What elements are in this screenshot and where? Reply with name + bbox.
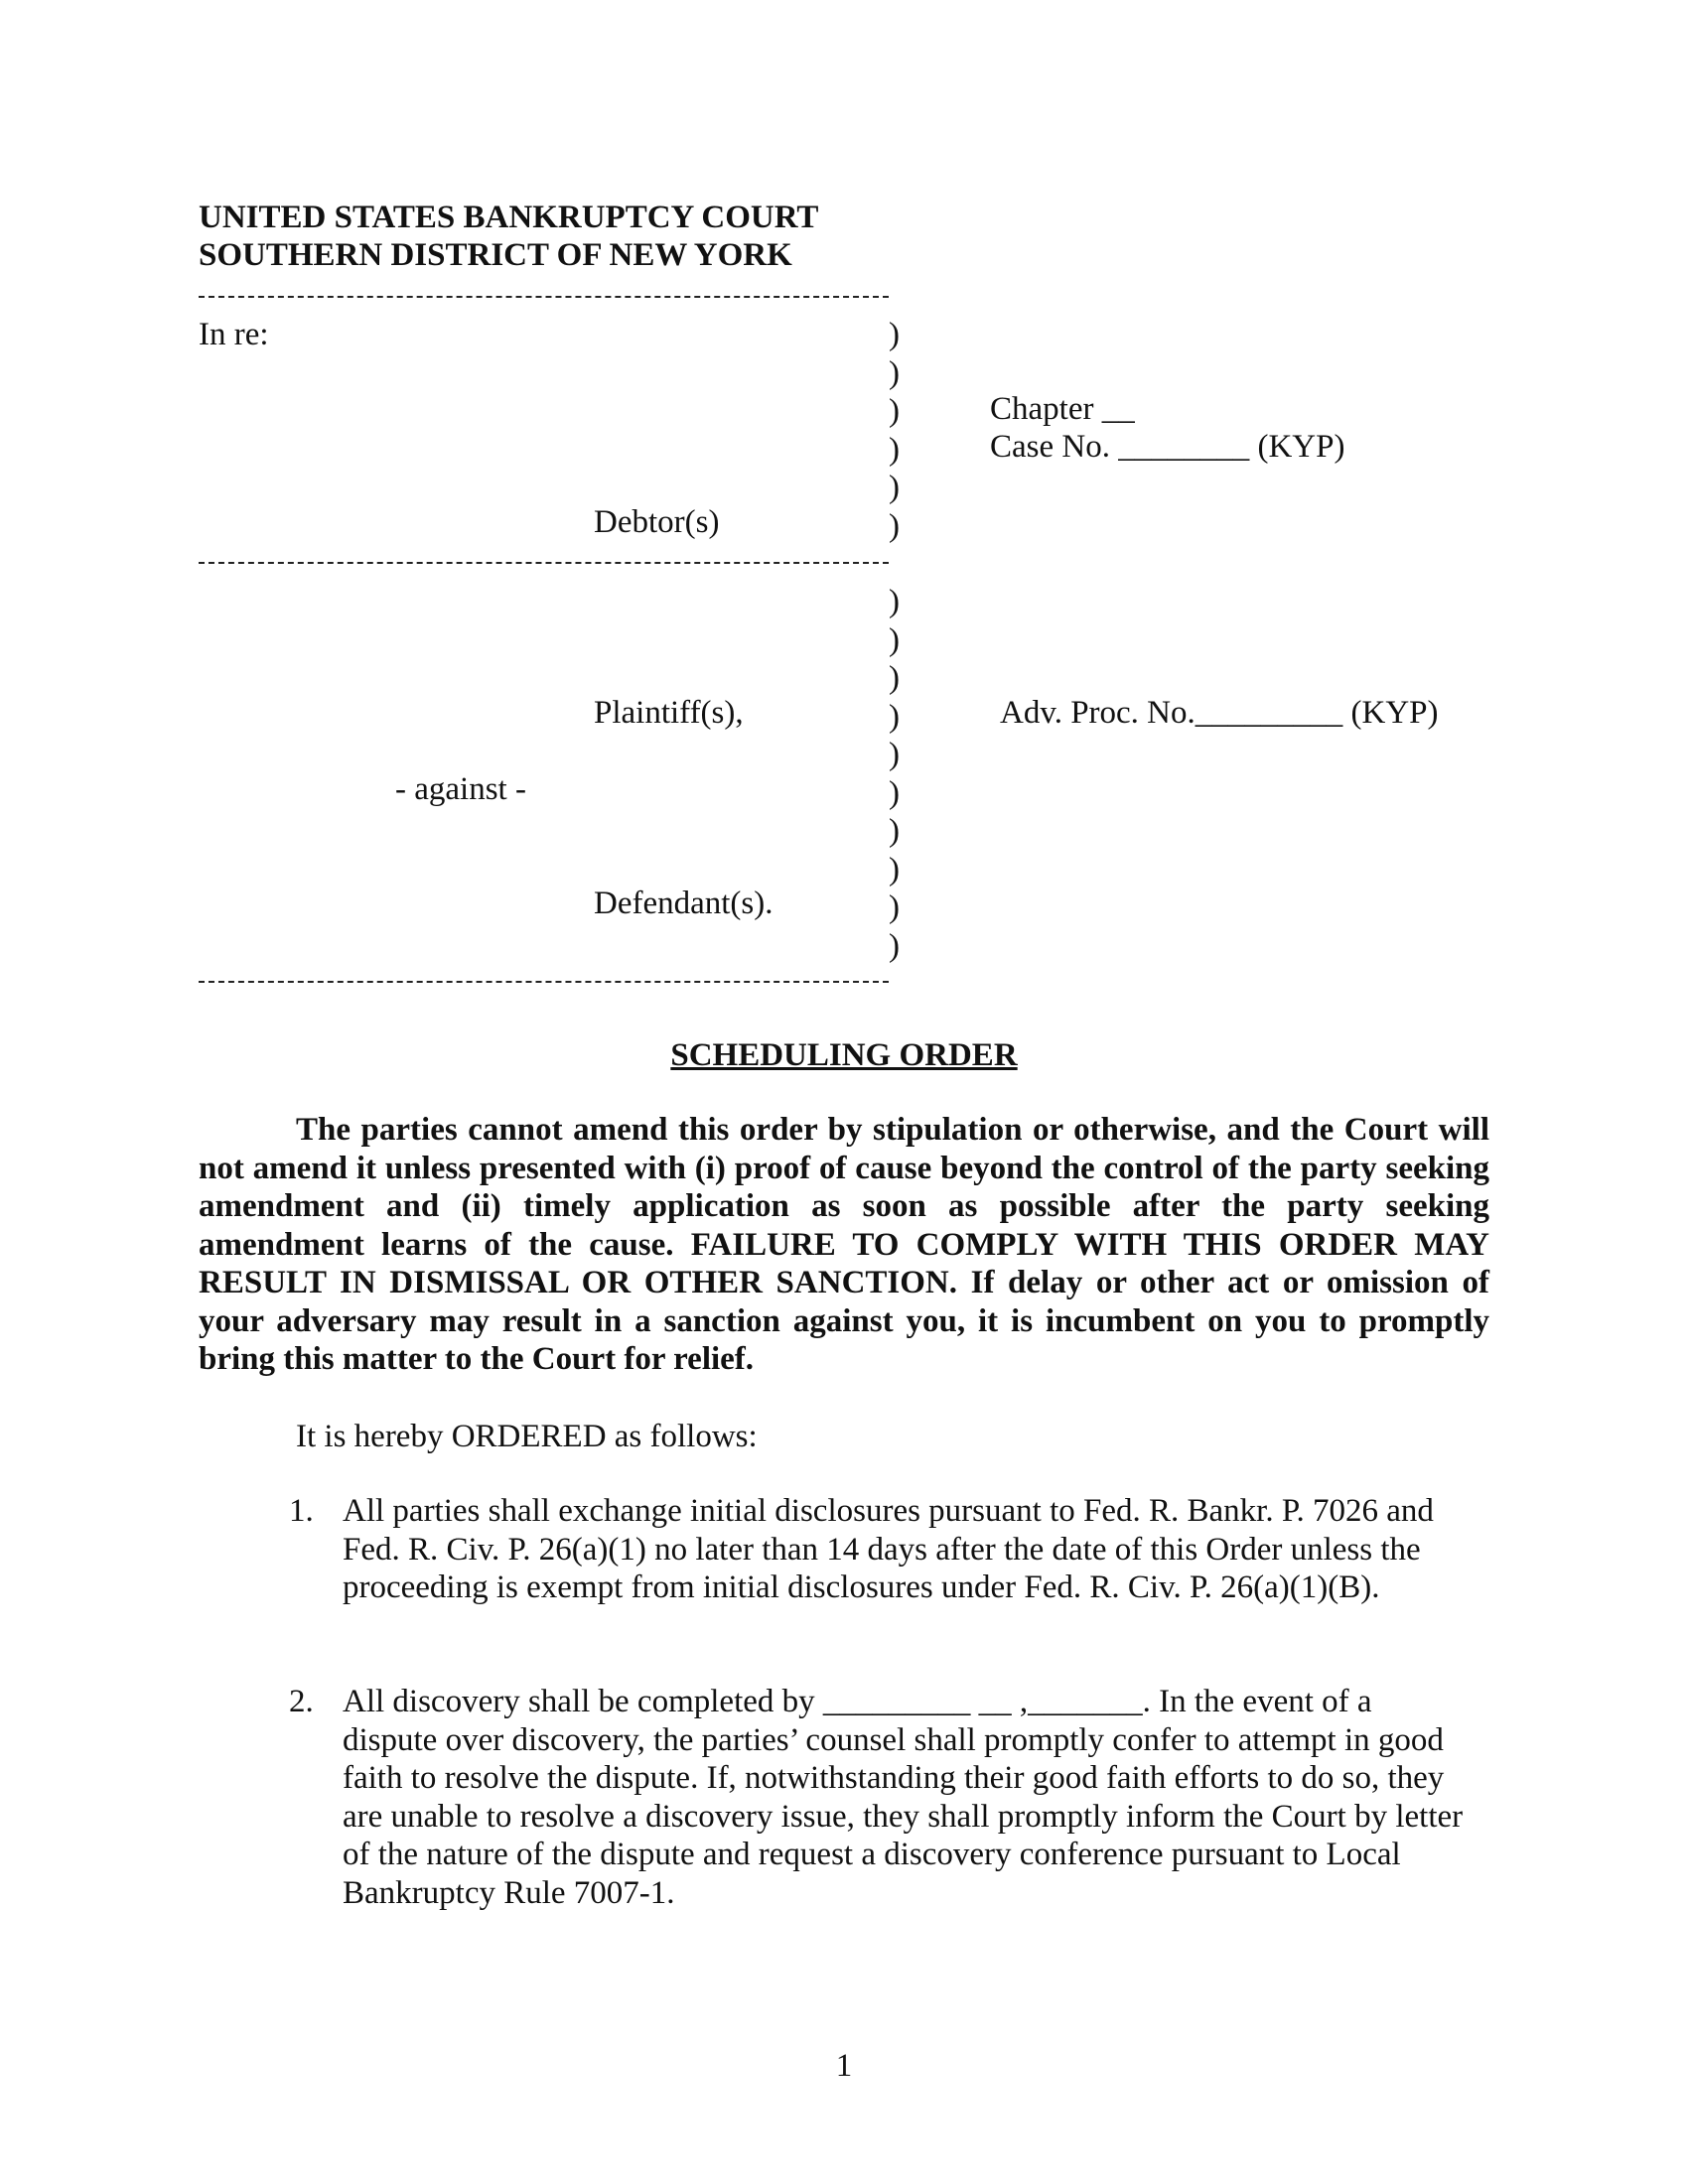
paren: ) — [889, 354, 900, 391]
paren: ) — [889, 431, 900, 468]
in-re-label: In re: — [199, 317, 269, 352]
court-district: SOUTHERN DISTRICT OF NEW YORK — [199, 237, 792, 273]
paren: ) — [889, 851, 900, 887]
paren-column-adversary — [889, 583, 909, 965]
against-label: - against - — [395, 771, 526, 807]
paren: ) — [889, 737, 900, 772]
chapter-field: Chapter __ — [990, 391, 1135, 427]
item-text: All discovery shall be completed by _________ __ ,_______. In the event of a dispute over discovery, the parties’ counsel shall promptly confer to attempt in good faith to resolve the dispute. If, notwithstanding their good faith efforts to do so, they are unable to resolve a discovery issue, they shall promptly inform the Court by letter of the nature of the dispute and request a discovery conference pursuant to Local Bankruptcy Rule 7007-1. — [343, 1684, 1464, 1911]
court-name: UNITED STATES BANKRUPTCY COURT — [199, 200, 819, 235]
paren-column-debtor — [889, 316, 909, 545]
plaintiff-label: Plaintiff(s), — [594, 695, 744, 731]
order-item — [289, 1683, 1475, 1912]
paren: ) — [889, 470, 900, 505]
paren: ) — [889, 774, 900, 811]
order-item — [289, 1492, 1475, 1607]
item-number: 2. — [289, 1684, 314, 1719]
caption-divider-top — [199, 296, 889, 298]
paren: ) — [889, 660, 900, 696]
paren: ) — [889, 621, 900, 658]
paren: ) — [889, 393, 900, 429]
item-number: 1. — [289, 1493, 314, 1529]
caption-divider-bottom — [199, 981, 889, 983]
case-number-field: Case No. ________ (KYP) — [990, 429, 1345, 465]
paren: ) — [889, 813, 900, 849]
item-text: All parties shall exchange initial disclosures pursuant to Fed. R. Bankr. P. 7026 and Fed. R. Civ. P. 26(a)(1) no later than 14 days after the date of this Order unless the proceeding is exempt from initial disclosures under Fed. R. Civ. P. 26(a)(1)(B). — [343, 1493, 1434, 1605]
caption-divider-middle — [199, 562, 889, 564]
page-number: 1 — [835, 2048, 853, 2084]
paren: ) — [889, 507, 900, 544]
ordered-intro: It is hereby ORDERED as follows: — [296, 1419, 758, 1454]
debtor-label: Debtor(s) — [594, 504, 720, 540]
adversary-proceeding-field: Adv. Proc. No._________ (KYP) — [1000, 695, 1439, 731]
paren: ) — [889, 584, 900, 619]
defendant-label: Defendant(s). — [594, 886, 774, 921]
paren: ) — [889, 698, 900, 735]
order-title: SCHEDULING ORDER — [670, 1037, 1018, 1073]
paren: ) — [889, 317, 900, 352]
warning-paragraph: The parties cannot amend this order by stipulation or otherwise, and the Court will not amend it unless presented with (i) proof of cause beyond the control of the party seeking amendment and (ii) timely application as soon as possible after the party seeking amendment learns of the cause. FAILURE TO COMPLY WITH THIS ORDER MAY RESULT IN DISMISSAL OR OTHER SANCTION. If delay or other act or omission of your adversary may result in a sanction against you, it is incumbent on you to promptly bring this matter to the Court for relief. — [199, 1112, 1489, 1377]
paren: ) — [889, 927, 900, 964]
paren: ) — [889, 889, 900, 925]
